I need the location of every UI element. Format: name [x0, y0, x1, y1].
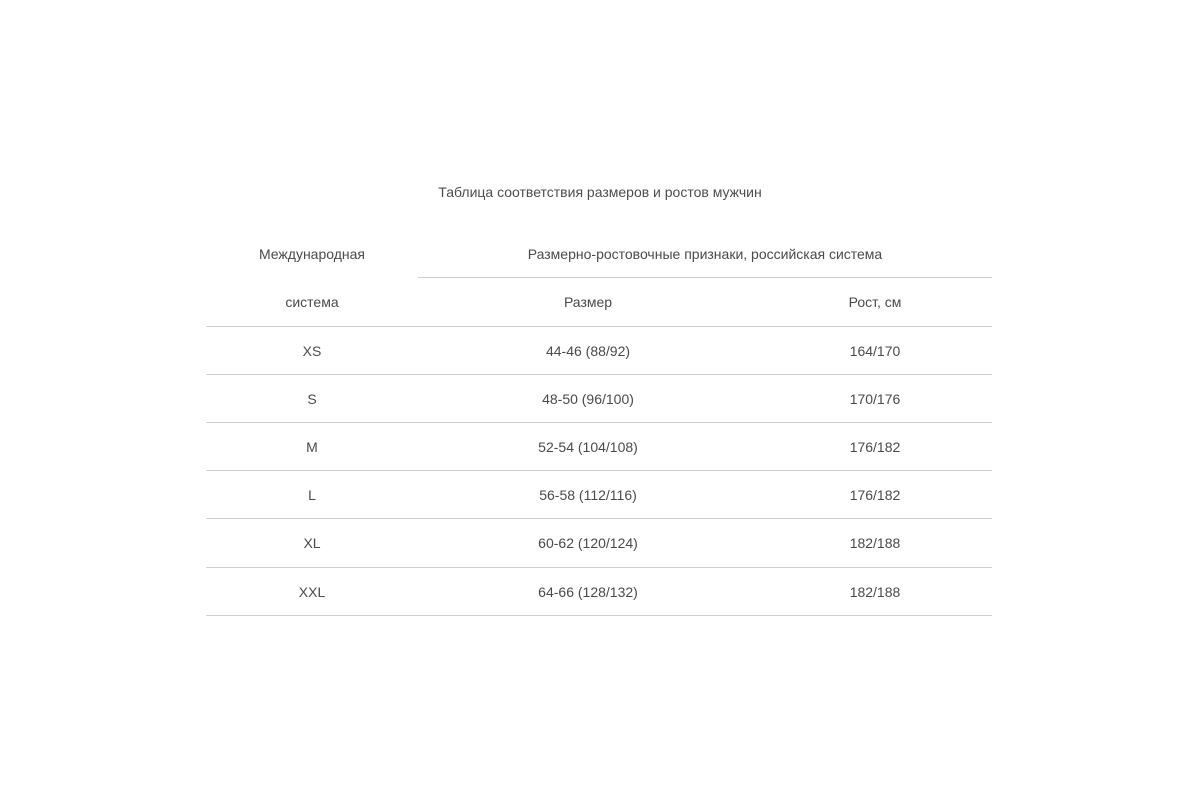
cell-international: S [307, 391, 317, 407]
cell-height: 170/176 [849, 391, 901, 407]
size-table [206, 230, 992, 616]
cell-international: XL [303, 535, 321, 551]
cell-height: 182/188 [849, 584, 901, 600]
cell-international: L [308, 487, 316, 503]
table-caption: Таблица соответствия размеров и ростов мужчин [438, 184, 762, 200]
cell-size: 52-54 (104/108) [538, 439, 638, 455]
cell-size: 48-50 (96/100) [542, 391, 634, 407]
cell-size: 56-58 (112/116) [539, 487, 637, 503]
header-subdivider [418, 277, 992, 278]
header-size: Размер [563, 294, 613, 310]
header-international-line2: система [285, 294, 339, 310]
cell-international: XS [302, 343, 322, 359]
header-height: Рост, см [848, 294, 902, 310]
cell-size: 64-66 (128/132) [538, 584, 638, 600]
cell-height: 176/182 [849, 439, 901, 455]
cell-height: 176/182 [849, 487, 901, 503]
cell-height: 164/170 [849, 343, 901, 359]
cell-size: 60-62 (120/124) [538, 535, 638, 551]
cell-height: 182/188 [849, 535, 901, 551]
header-international-line1: Международная [258, 246, 366, 262]
cell-size: 44-46 (88/92) [545, 343, 631, 359]
cell-international: M [306, 439, 318, 455]
header-russian-system: Размерно-ростовочные признаки, российская система [527, 246, 883, 262]
cell-international: XXL [298, 584, 326, 600]
row-divider [206, 615, 992, 616]
